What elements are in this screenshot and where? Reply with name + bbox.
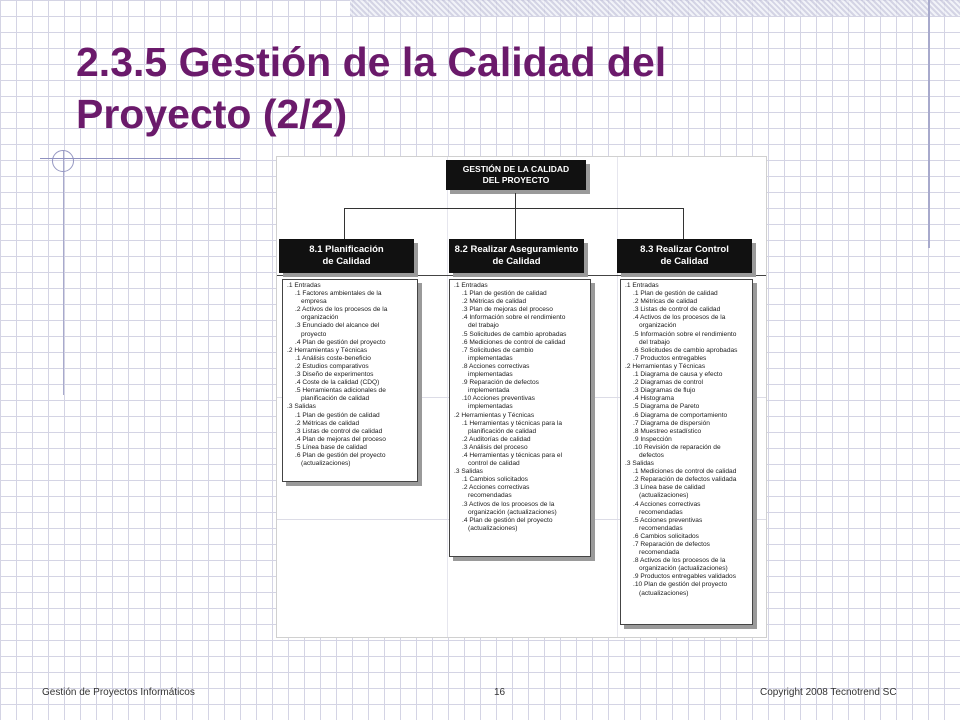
footer-course-name: Gestión de Proyectos Informáticos <box>42 687 195 698</box>
process-item: .3 Listas de control de calidad <box>633 306 721 314</box>
process-item: planificación de calidad <box>468 427 537 435</box>
process-item: .10 Revisión de reparación de <box>633 443 721 451</box>
process-item: .10 Plan de gestión del proyecto <box>633 581 728 589</box>
process-group-heading: .1 Entradas <box>454 282 488 289</box>
process-item: implementada <box>468 387 510 395</box>
process-item: .8 Activos de los procesos de la <box>633 557 726 565</box>
process-item: .4 Activos de los procesos de la <box>633 314 726 322</box>
figure-grid-line <box>277 275 766 276</box>
process-item: .6 Plan de gestión del proyecto <box>295 451 386 459</box>
right-vertical-rule <box>928 0 930 248</box>
process-item: planificación de calidad <box>301 395 370 403</box>
process-item: .1 Análisis coste-beneficio <box>295 354 371 362</box>
process-item: .2 Métricas de calidad <box>633 298 698 306</box>
process-group-heading: .1 Entradas <box>287 282 321 289</box>
process-item: .2 Métricas de calidad <box>295 419 360 427</box>
root-node-line-2: DEL PROYECTO <box>482 175 550 185</box>
process-item: empresa <box>301 298 327 306</box>
process-item: .2 Activos de los procesos de la <box>295 306 388 314</box>
process-item: .1 Plan de gestión de calidad <box>295 411 380 419</box>
process-item: .6 Diagrama de comportamiento <box>633 411 728 419</box>
footer-page-number: 16 <box>494 687 506 698</box>
process-group-heading: .1 Entradas <box>625 282 659 289</box>
process-header-8-3-line-2: de Calidad <box>660 256 709 267</box>
process-item: .4 Información sobre el rendimiento <box>462 314 566 322</box>
process-item: implementadas <box>468 354 513 362</box>
process-item: implementadas <box>468 371 513 379</box>
top-decorative-band <box>350 0 960 16</box>
process-header-8-1-line-1: 8.1 Planificación <box>309 244 384 255</box>
process-item: .2 Acciones correctivas <box>462 484 530 492</box>
process-item: .3 Enunciado del alcance del <box>295 322 380 330</box>
process-group-heading: .3 Salidas <box>625 460 654 468</box>
process-header-8-1 <box>279 239 414 273</box>
process-item: .2 Métricas de calidad <box>462 298 527 306</box>
process-item: .5 Acciones preventivas <box>633 516 703 524</box>
root-node-quality-management <box>446 160 586 190</box>
slide-title-line-2: Proyecto (2/2) <box>76 91 348 137</box>
process-item: .5 Línea base de calidad <box>295 443 367 451</box>
process-item: .6 Mediciones de control de calidad <box>462 338 566 346</box>
process-header-8-3 <box>617 239 752 273</box>
footer-copyright: Copyright 2008 Tecnotrend SC <box>760 687 897 698</box>
title-ornament-circle <box>52 150 74 172</box>
process-item: control de calidad <box>468 460 520 468</box>
process-item: proyecto <box>301 330 327 338</box>
process-item: .10 Acciones preventivas <box>462 395 535 403</box>
process-item: .6 Solicitudes de cambio aprobadas <box>633 346 738 354</box>
process-item: .3 Diagramas de flujo <box>633 387 696 395</box>
process-group-heading: .3 Salidas <box>454 468 483 476</box>
connector-to-8-2 <box>515 208 516 239</box>
process-item: .7 Reparación de defectos <box>633 541 710 548</box>
process-item: .5 Solicitudes de cambio aprobadas <box>462 330 567 338</box>
process-item: recomendadas <box>468 492 512 500</box>
process-item: .8 Muestreo estadístico <box>633 427 702 435</box>
process-item: .3 Listas de control de calidad <box>295 427 383 435</box>
process-header-8-2-line-1: 8.2 Realizar Aseguramiento <box>454 244 579 255</box>
process-item: .1 Factores ambientales de la <box>295 290 382 298</box>
process-item: .3 Línea base de calidad <box>633 484 705 492</box>
connector-root-down <box>515 193 516 208</box>
process-item: .2 Auditorías de calidad <box>462 435 531 443</box>
process-item: del trabajo <box>639 338 670 346</box>
process-item: .2 Estudios comparativos <box>295 362 369 370</box>
process-item: .4 Histograma <box>633 395 675 403</box>
process-item: (actualizaciones) <box>301 460 351 468</box>
process-item: .1 Cambios solicitados <box>462 476 528 484</box>
process-item: .4 Acciones correctivas <box>633 500 701 508</box>
slide-title <box>76 36 896 140</box>
slide-title-line-1: 2.3.5 Gestión de la Calidad del <box>76 39 667 85</box>
process-group-heading: .3 Salidas <box>287 403 316 411</box>
process-item: .3 Activos de los procesos de la <box>462 500 555 508</box>
left-vertical-rule <box>63 150 64 395</box>
process-item: .2 Diagramas de control <box>633 379 704 387</box>
process-item: (actualizaciones) <box>639 492 689 500</box>
process-item: .3 Análisis del proceso <box>462 443 528 451</box>
process-item: .7 Productos entregables <box>633 354 707 362</box>
process-header-8-2-line-2: de Calidad <box>492 256 541 267</box>
process-details-8-3 <box>620 279 753 625</box>
connector-to-8-3 <box>683 208 684 239</box>
process-item: (actualizaciones) <box>468 524 518 532</box>
process-group-heading: .2 Herramientas y Técnicas <box>287 346 368 354</box>
process-item: .1 Plan de gestión de calidad <box>462 290 547 298</box>
process-header-8-1-line-2: de Calidad <box>322 256 371 267</box>
connector-to-8-1 <box>344 208 345 239</box>
process-item: .1 Mediciones de control de calidad <box>633 468 737 476</box>
title-underline <box>40 158 240 159</box>
process-item: (actualizaciones) <box>639 589 689 597</box>
process-group-heading: .2 Herramientas y Técnicas <box>454 411 535 419</box>
process-item: del trabajo <box>468 322 499 330</box>
process-item: .1 Herramientas y técnicas para la <box>462 419 563 427</box>
process-item: organización (actualizaciones) <box>468 508 557 516</box>
process-item: .3 Diseño de experimentos <box>295 371 374 379</box>
process-item: .5 Herramientas adicionales de <box>295 387 386 395</box>
quality-management-diagram <box>276 156 767 638</box>
process-details-8-1 <box>282 279 418 482</box>
process-item: .6 Cambios solicitados <box>633 532 699 540</box>
process-item: defectos <box>639 451 664 459</box>
process-item: .4 Coste de la calidad (CDQ) <box>295 379 380 387</box>
process-item: .9 Inspección <box>633 435 672 443</box>
root-node-line-1: GESTIÓN DE LA CALIDAD <box>462 164 570 174</box>
process-item: .1 Diagrama de causa y efecto <box>633 371 723 379</box>
process-item: .1 Plan de gestión de calidad <box>633 290 718 298</box>
process-item: .3 Plan de mejoras del proceso <box>462 306 553 314</box>
process-header-8-3-line-1: 8.3 Realizar Control <box>640 244 729 255</box>
process-item: implementadas <box>468 403 513 411</box>
process-item: .2 Reparación de defectos validada <box>633 476 737 484</box>
process-item: .9 Productos entregables validados <box>633 573 737 581</box>
process-item: .9 Reparación de defectos <box>462 379 539 387</box>
process-item: recomendadas <box>639 508 683 516</box>
process-item: organización <box>639 322 677 330</box>
process-details-8-2 <box>449 279 591 557</box>
process-item: .4 Plan de mejoras del proceso <box>295 435 386 443</box>
process-item: .5 Diagrama de Pareto <box>633 403 700 411</box>
process-item: organización <box>301 314 339 322</box>
process-item: .4 Plan de gestión del proyecto <box>462 516 553 524</box>
process-item: .5 Información sobre el rendimiento <box>633 330 737 338</box>
process-item: .8 Acciones correctivas <box>462 362 530 370</box>
process-item: recomendadas <box>639 524 683 532</box>
process-item: .7 Solicitudes de cambio <box>462 346 534 354</box>
connector-horizontal <box>344 208 683 209</box>
process-group-heading: .2 Herramientas y Técnicas <box>625 362 706 370</box>
process-item: recomendada <box>639 549 680 557</box>
process-item: .7 Diagrama de dispersión <box>633 419 710 427</box>
process-item: .4 Herramientas y técnicas para el <box>462 451 563 459</box>
process-item: organización (actualizaciones) <box>639 565 728 573</box>
process-header-8-2 <box>449 239 584 273</box>
process-item: .4 Plan de gestión del proyecto <box>295 338 386 346</box>
